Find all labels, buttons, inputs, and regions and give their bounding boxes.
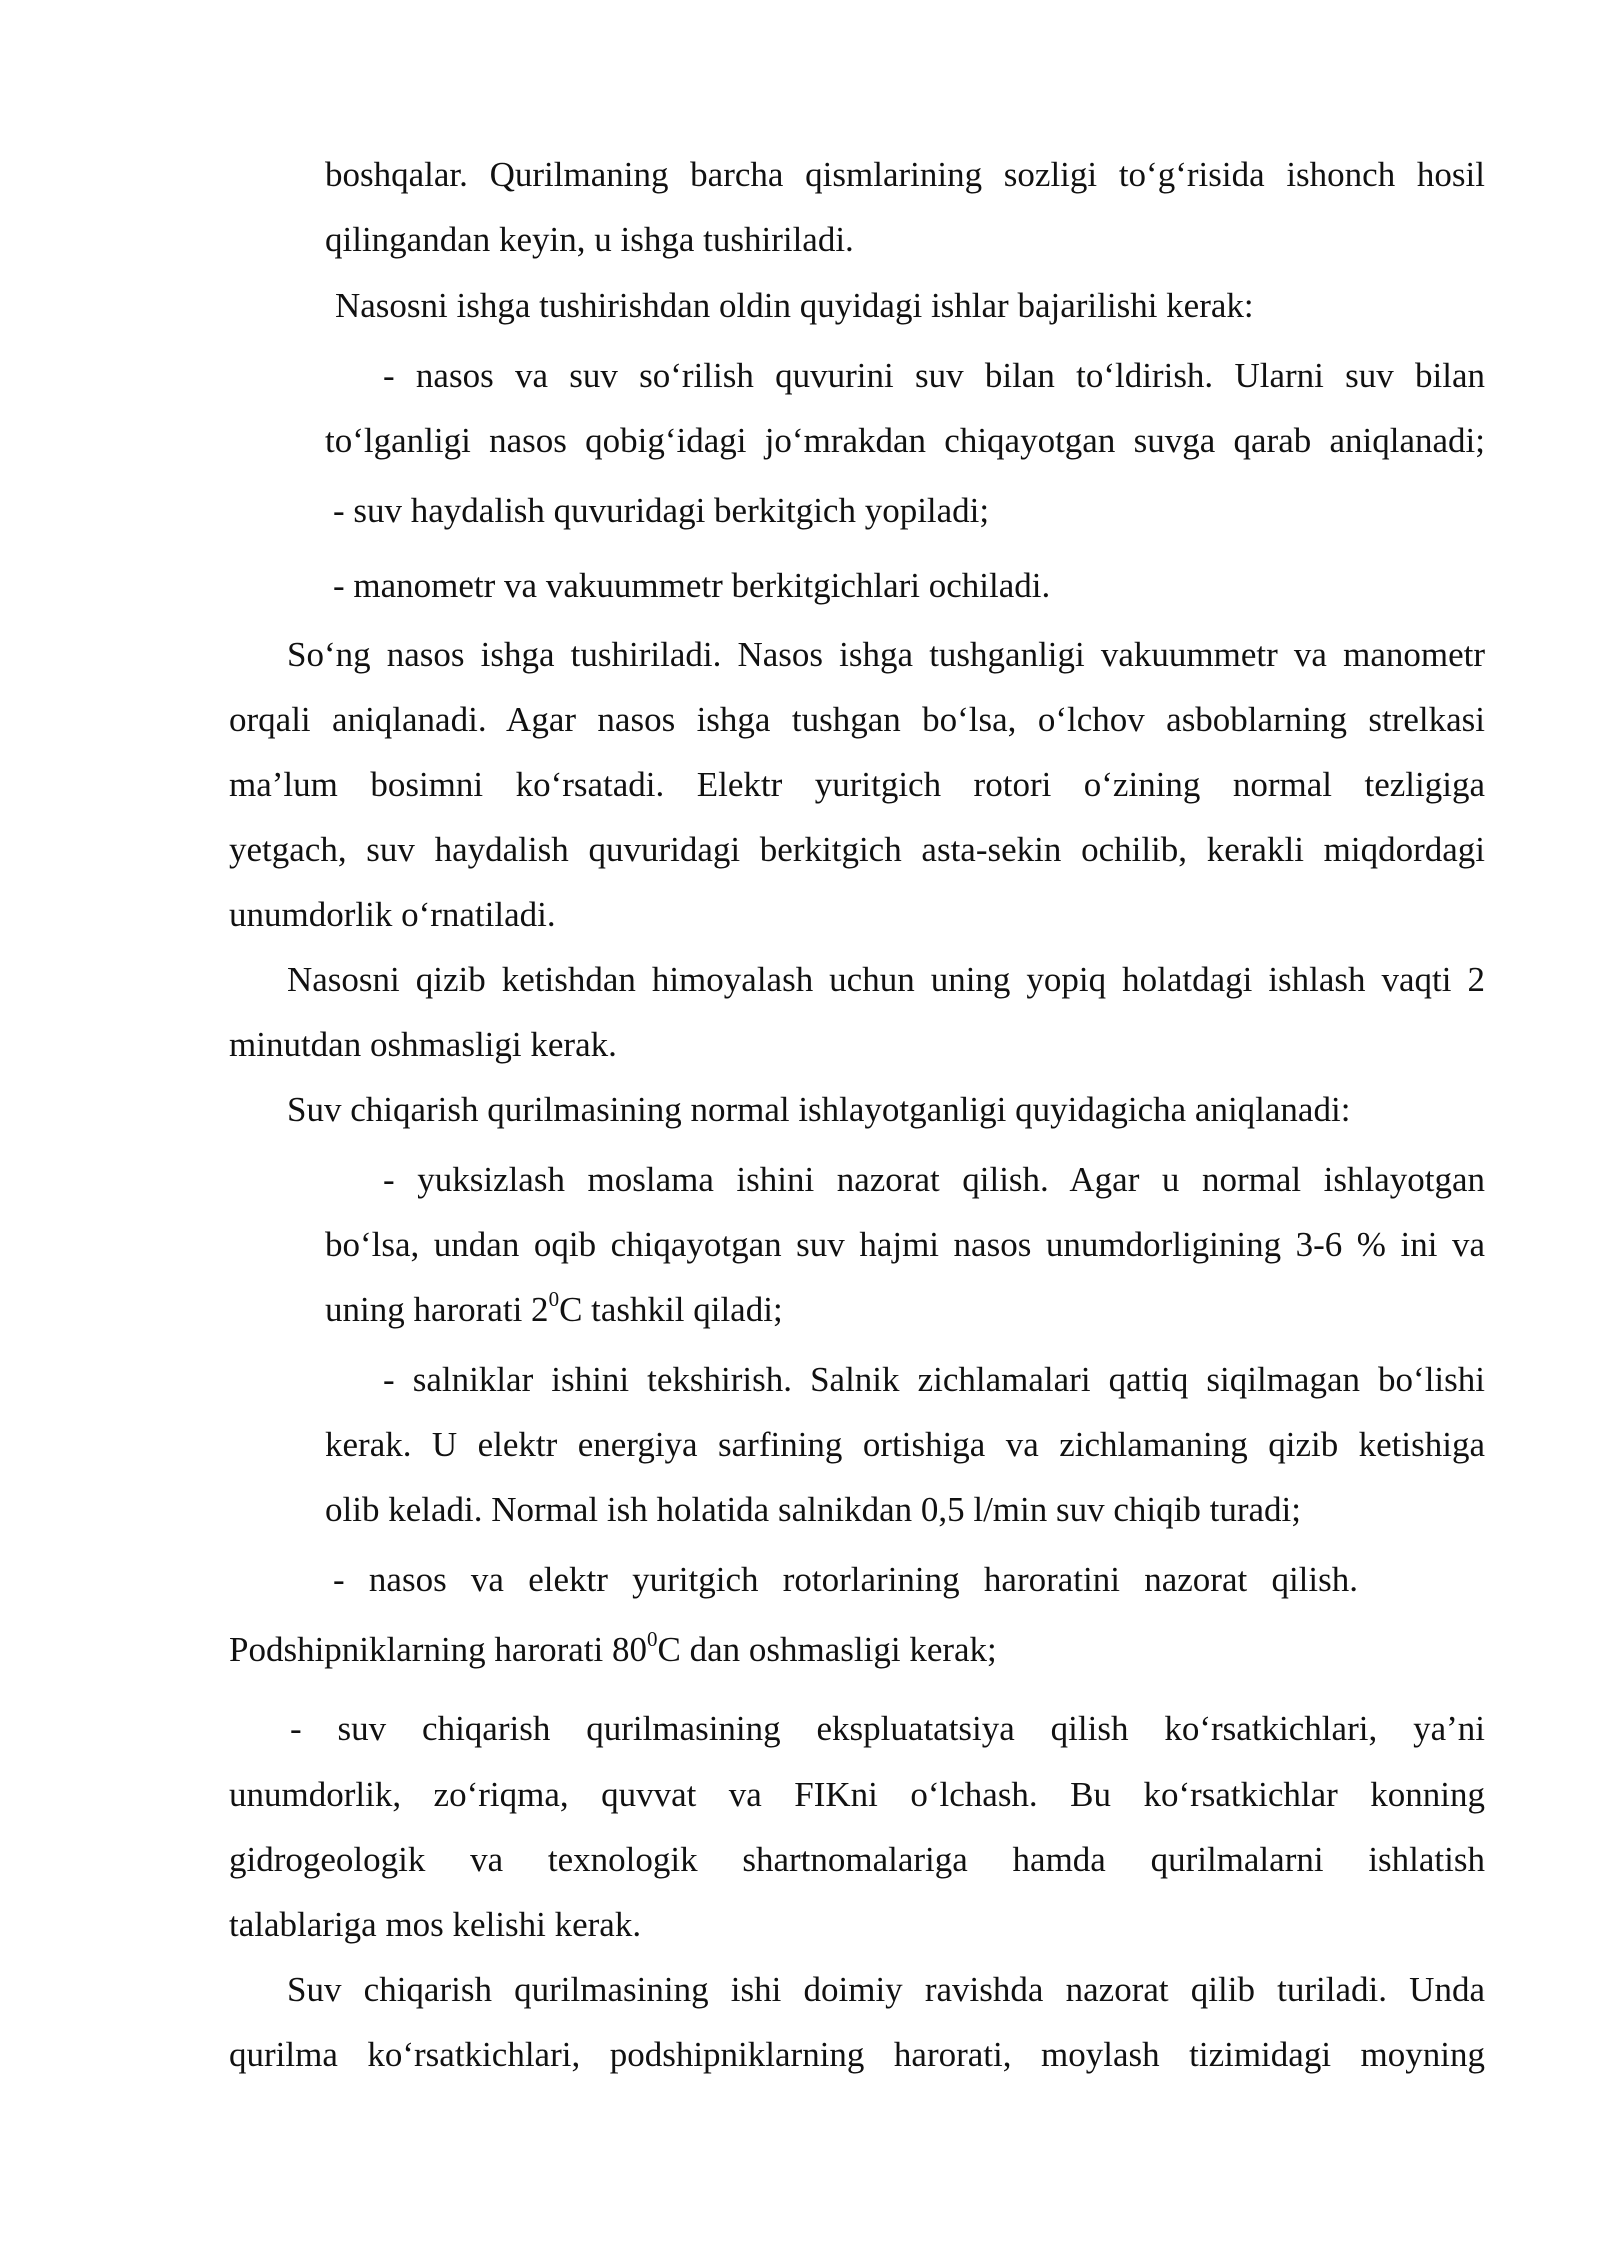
text-line: Nasosni qizib ketishdan himoyalash uchun uning yopiq holatdagi ishlash vaqti 2 (287, 960, 1485, 999)
superscript: 0 (647, 1627, 658, 1652)
text-span: Podshipniklarning harorati 80 (229, 1630, 648, 1669)
text-line (325, 1288, 783, 1332)
text-line: So‘ng nasos ishga tushiriladi. Nasos ishga tushganligi vakuummetr va manometr (287, 635, 1485, 674)
superscript: 0 (548, 1287, 560, 1312)
text-line: qurilma ko‘rsatkichlari, podshipniklarning harorati, moylash tizimidagi moyning (229, 2035, 1485, 2074)
text-line (229, 1628, 997, 1672)
text-line: Suv chiqarish qurilmasining ishi doimiy ravishda nazorat qilib turiladi. Unda (287, 1970, 1485, 2009)
list-item: - salniklar ishini tekshirish. Salnik zichlamalari qattiq siqilmagan bo‘lishi (383, 1360, 1485, 1399)
text-line: unumdorlik, zo‘riqma, quvvat va FIKni o‘lchash. Bu ko‘rsatkichlar konning (229, 1775, 1485, 1814)
list-item: - manometr va vakuummetr berkitgichlari ochiladi. (333, 566, 1051, 605)
list-item: - suv haydalish quvuridagi berkitgich yopiladi; (333, 491, 990, 530)
text-line: kerak. U elektr energiya sarfining ortishiga va zichlamaning qizib ketishiga (325, 1425, 1485, 1464)
text-line: Nasosni ishga tushirishdan oldin quyidagi ishlar bajarilishi kerak: (335, 286, 1254, 325)
text-line: orqali aniqlanadi. Agar nasos ishga tushgan bo‘lsa, o‘lchov asboblarning strelkasi (229, 700, 1485, 739)
text-line: to‘lganligi nasos qobig‘idagi jo‘mrakdan chiqayotgan suvga qarab aniqlanadi; (325, 421, 1485, 460)
text-line: talablariga mos kelishi kerak. (229, 1905, 642, 1944)
text-line: ma’lum bosimni ko‘rsatadi. Elektr yuritgich rotori o‘zining normal tezligiga (229, 765, 1485, 804)
text-line: minutdan oshmasligi kerak. (229, 1025, 617, 1064)
text-line: boshqalar. Qurilmaning barcha qismlarining sozligi to‘g‘risida ishonch hosil (325, 155, 1485, 194)
text-line: qilingandan keyin, u ishga tushiriladi. (325, 220, 854, 259)
text-span: uning harorati 2 (325, 1290, 549, 1329)
text-line: Suv chiqarish qurilmasining normal ishlayotganligi quyidagicha aniqlanadi: (287, 1090, 1351, 1129)
text-line: unumdorlik o‘rnatiladi. (229, 895, 556, 934)
list-item: - nasos va elektr yuritgich rotorlarining haroratini nazorat qilish. (333, 1560, 1358, 1599)
list-item: - nasos va suv so‘rilish quvurini suv bilan to‘ldirish. Ularni suv bilan (383, 356, 1485, 395)
list-item: - suv chiqarish qurilmasining ekspluatatsiya qilish ko‘rsatkichlari, ya’ni (290, 1709, 1485, 1748)
text-line: bo‘lsa, undan oqib chiqayotgan suv hajmi nasos unumdorligining 3-6 % ini va (325, 1225, 1485, 1264)
text-span: C tashkil qiladi; (559, 1290, 783, 1329)
list-item: - yuksizlash moslama ishini nazorat qilish. Agar u normal ishlayotgan (383, 1160, 1485, 1199)
text-span: C dan oshmasligi kerak; (657, 1630, 997, 1669)
text-line: olib keladi. Normal ish holatida salnikdan 0,5 l/min suv chiqib turadi; (325, 1490, 1301, 1529)
text-line: gidrogeologik va texnologik shartnomalariga hamda qurilmalarni ishlatish (229, 1840, 1485, 1879)
text-line: yetgach, suv haydalish quvuridagi berkitgich asta-sekin ochilib, kerakli miqdordagi (229, 830, 1485, 869)
